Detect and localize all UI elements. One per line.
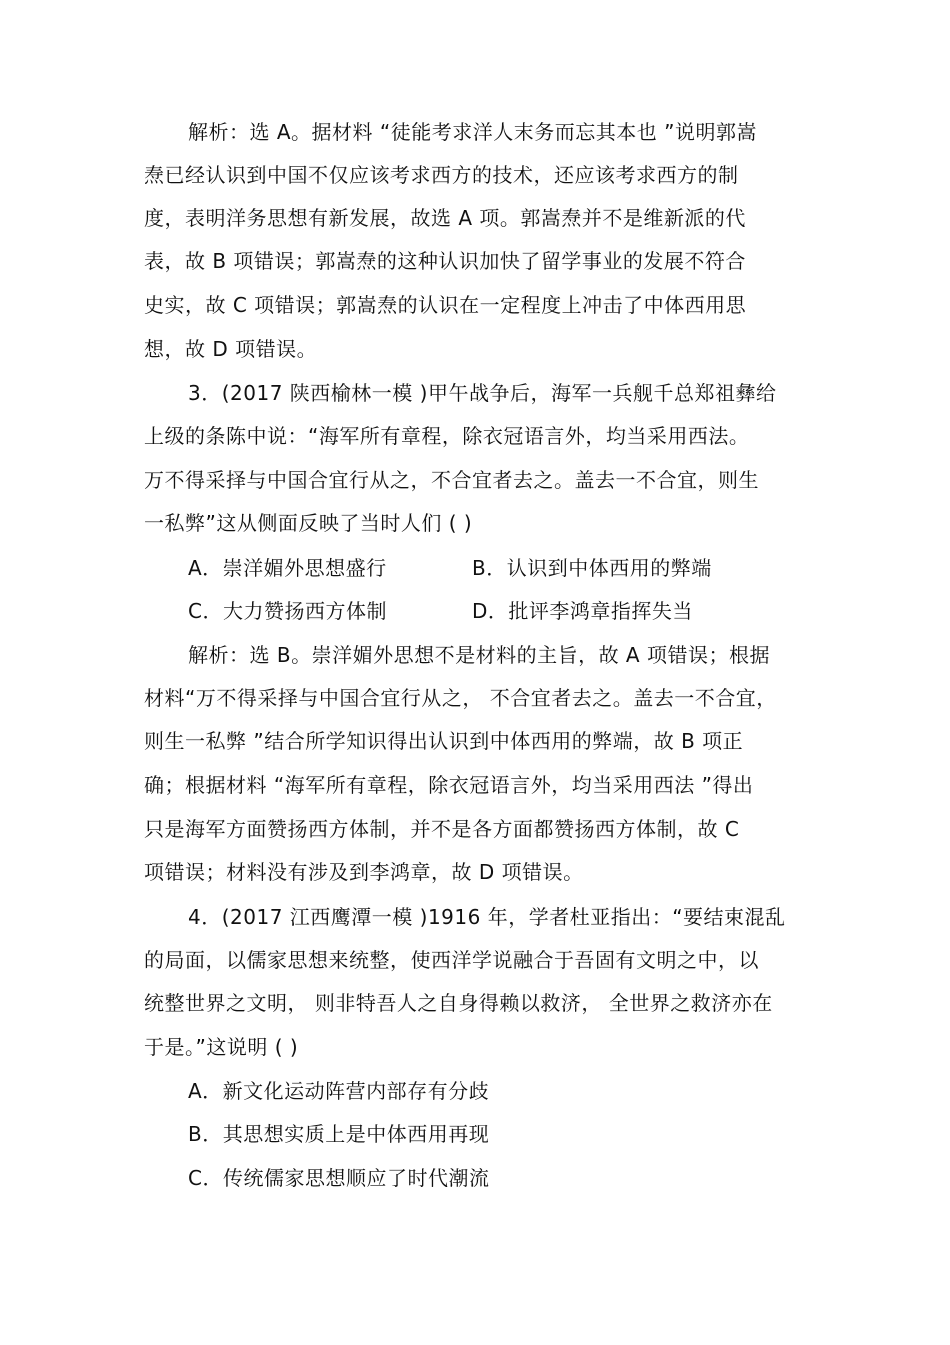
analysis-2-line-5: 只是海军方面赞扬西方体制，并不是各方面都赞扬西方体制，故 C bbox=[144, 817, 740, 841]
analysis-1-line-1: 解析：选 A。据材料 “徒能考求洋人末务而忘其本也 ”说明郭嵩 bbox=[188, 120, 757, 144]
question-3-line-2: 上级的条陈中说：“海军所有章程，除衣冠语言外，均当采用西法。 bbox=[144, 424, 750, 448]
analysis-1-line-3: 度，表明洋务思想有新发展，故选 A 项。郭嵩焘并不是维新派的代 bbox=[144, 206, 746, 230]
analysis-1-line-6: 想，故 D 项错误。 bbox=[144, 337, 318, 361]
question-3-line-4: 一私弊”这从侧面反映了当时人们 ( ) bbox=[144, 511, 473, 535]
analysis-1-line-4: 表，故 B 项错误；郭嵩焘的这种认识加快了留学事业的发展不符合 bbox=[144, 249, 746, 273]
analysis-1-line-2: 焘已经认识到中国不仅应该考求西方的技术，还应该考求西方的制 bbox=[144, 163, 739, 187]
analysis-2-line-1: 解析：选 B。崇洋媚外思想不是材料的主旨，故 A 项错误；根据 bbox=[188, 643, 770, 667]
question-4-line-4: 于是。”这说明 ( ) bbox=[144, 1035, 299, 1059]
question-4-option-b[interactable]: B．其思想实质上是中体西用再现 bbox=[188, 1122, 490, 1146]
analysis-2-line-4: 确；根据材料 “海军所有章程，除衣冠语言外，均当采用西法 ”得出 bbox=[144, 773, 754, 797]
analysis-2-line-3: 则生一私弊 ”结合所学知识得出认识到中体西用的弊端，故 B 项正 bbox=[144, 729, 744, 753]
question-4-line-2: 的局面，以儒家思想来统整，使西洋学说融合于吾固有文明之中，以 bbox=[144, 948, 759, 972]
analysis-2-line-2: 材料“万不得采择与中国合宜行从之， 不合宜者去之。盖去一不合宜， bbox=[144, 686, 777, 710]
question-3-line-3: 万不得采择与中国合宜行从之，不合宜者去之。盖去一不合宜，则生 bbox=[144, 468, 759, 492]
question-3-option-c[interactable]: C．大力赞扬西方体制 bbox=[188, 599, 387, 623]
question-4-line-1: 4．(2017 江西鹰潭一模 )1916 年，学者杜亚指出：“要结束混乱 bbox=[188, 905, 786, 929]
question-3-option-a[interactable]: A．崇洋媚外思想盛行 bbox=[188, 556, 387, 580]
question-4-line-3: 统整世界之文明， 则非特吾人之自身得赖以救济， 全世界之救济亦在 bbox=[144, 991, 773, 1015]
question-3-line-1: 3．(2017 陕西榆林一模 )甲午战争后，海军一兵舰千总郑祖彝给 bbox=[188, 381, 777, 405]
question-4-option-c[interactable]: C．传统儒家思想顺应了时代潮流 bbox=[188, 1166, 490, 1190]
question-4-option-a[interactable]: A．新文化运动阵营内部存有分歧 bbox=[188, 1079, 490, 1103]
analysis-2-line-6: 项错误；材料没有涉及到李鸿章，故 D 项错误。 bbox=[144, 860, 584, 884]
analysis-1-line-5: 史实，故 C 项错误；郭嵩焘的认识在一定程度上冲击了中体西用思 bbox=[144, 293, 747, 317]
question-3-option-b[interactable]: B．认识到中体西用的弊端 bbox=[472, 556, 712, 580]
question-3-option-d[interactable]: D．批评李鸿章指挥失当 bbox=[472, 599, 693, 623]
